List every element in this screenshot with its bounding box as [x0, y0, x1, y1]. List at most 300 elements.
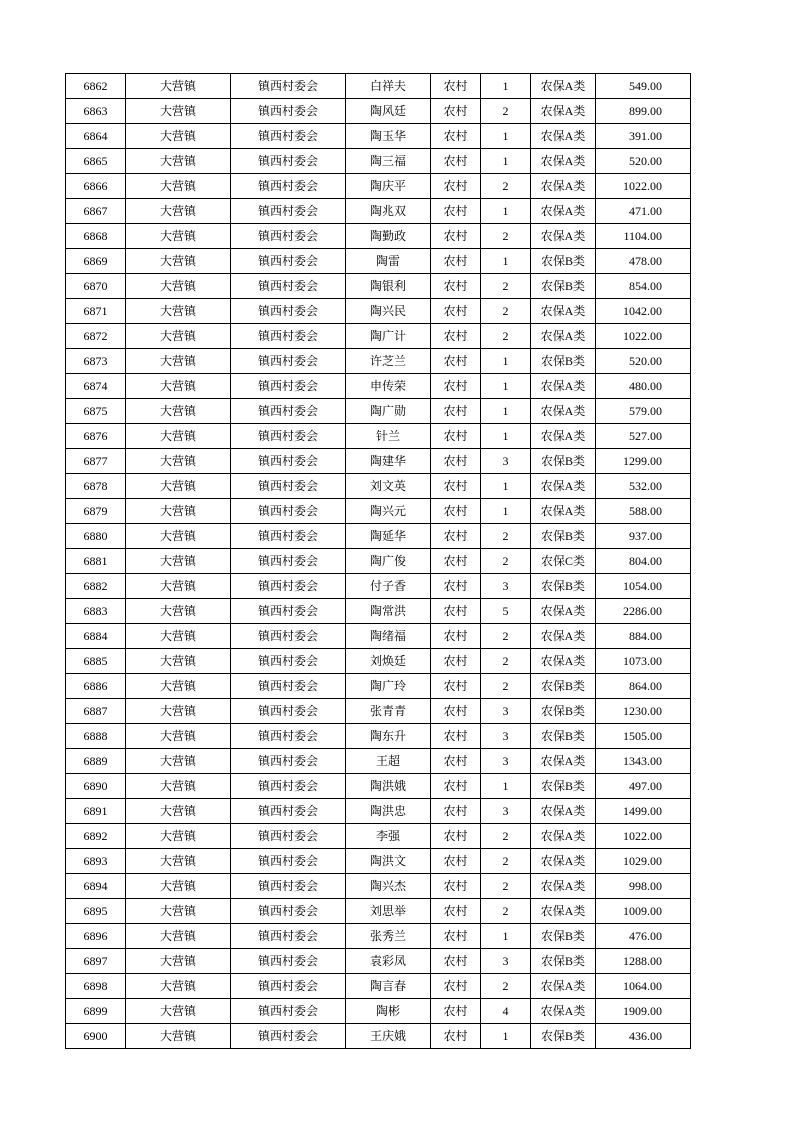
- cell-residence: 农村: [431, 749, 481, 774]
- cell-insurance-type: 农保A类: [531, 424, 596, 449]
- cell-town: 大营镇: [126, 649, 231, 674]
- cell-town: 大营镇: [126, 799, 231, 824]
- cell-insurance-type: 农保A类: [531, 299, 596, 324]
- cell-village: 镇西村委会: [231, 199, 346, 224]
- table-row: [66, 74, 691, 99]
- cell-headcount: 1: [481, 924, 531, 949]
- cell-person-name: 张青青: [346, 699, 431, 724]
- table-row: [66, 624, 691, 649]
- cell-headcount: 3: [481, 949, 531, 974]
- cell-person-name: 许芝兰: [346, 349, 431, 374]
- cell-headcount: 2: [481, 849, 531, 874]
- cell-serial: 6871: [66, 299, 126, 324]
- cell-village: 镇西村委会: [231, 799, 346, 824]
- cell-village: 镇西村委会: [231, 324, 346, 349]
- cell-serial: 6877: [66, 449, 126, 474]
- table-row: [66, 174, 691, 199]
- cell-village: 镇西村委会: [231, 999, 346, 1024]
- cell-headcount: 1: [481, 374, 531, 399]
- cell-amount: 527.00: [596, 424, 691, 449]
- cell-insurance-type: 农保B类: [531, 249, 596, 274]
- cell-insurance-type: 农保A类: [531, 99, 596, 124]
- cell-serial: 6886: [66, 674, 126, 699]
- cell-town: 大营镇: [126, 574, 231, 599]
- cell-residence: 农村: [431, 624, 481, 649]
- cell-village: 镇西村委会: [231, 599, 346, 624]
- cell-village: 镇西村委会: [231, 124, 346, 149]
- table-row: [66, 774, 691, 799]
- cell-person-name: 陶兴元: [346, 499, 431, 524]
- cell-village: 镇西村委会: [231, 749, 346, 774]
- cell-person-name: 陶建华: [346, 449, 431, 474]
- cell-insurance-type: 农保A类: [531, 474, 596, 499]
- cell-headcount: 2: [481, 624, 531, 649]
- cell-town: 大营镇: [126, 249, 231, 274]
- table-row: [66, 299, 691, 324]
- cell-residence: 农村: [431, 299, 481, 324]
- cell-headcount: 2: [481, 824, 531, 849]
- cell-serial: 6872: [66, 324, 126, 349]
- cell-headcount: 4: [481, 999, 531, 1024]
- cell-insurance-type: 农保A类: [531, 899, 596, 924]
- cell-serial: 6867: [66, 199, 126, 224]
- cell-amount: 899.00: [596, 99, 691, 124]
- cell-town: 大营镇: [126, 199, 231, 224]
- cell-amount: 854.00: [596, 274, 691, 299]
- cell-amount: 579.00: [596, 399, 691, 424]
- cell-serial: 6890: [66, 774, 126, 799]
- cell-village: 镇西村委会: [231, 399, 346, 424]
- cell-town: 大营镇: [126, 399, 231, 424]
- cell-insurance-type: 农保A类: [531, 824, 596, 849]
- cell-insurance-type: 农保A类: [531, 749, 596, 774]
- cell-person-name: 陶洪文: [346, 849, 431, 874]
- cell-person-name: 申传荣: [346, 374, 431, 399]
- cell-amount: 497.00: [596, 774, 691, 799]
- cell-serial: 6884: [66, 624, 126, 649]
- cell-insurance-type: 农保A类: [531, 499, 596, 524]
- table-row: [66, 324, 691, 349]
- cell-amount: 588.00: [596, 499, 691, 524]
- cell-amount: 549.00: [596, 74, 691, 99]
- cell-residence: 农村: [431, 799, 481, 824]
- cell-serial: 6881: [66, 549, 126, 574]
- cell-amount: 1009.00: [596, 899, 691, 924]
- cell-insurance-type: 农保A类: [531, 874, 596, 899]
- cell-amount: 1104.00: [596, 224, 691, 249]
- table-row: [66, 599, 691, 624]
- cell-insurance-type: 农保C类: [531, 549, 596, 574]
- table-row: [66, 1024, 691, 1049]
- cell-town: 大营镇: [126, 374, 231, 399]
- cell-residence: 农村: [431, 1024, 481, 1049]
- cell-serial: 6900: [66, 1024, 126, 1049]
- table-row: [66, 674, 691, 699]
- cell-serial: 6869: [66, 249, 126, 274]
- cell-headcount: 3: [481, 699, 531, 724]
- cell-person-name: 陶彬: [346, 999, 431, 1024]
- cell-headcount: 2: [481, 174, 531, 199]
- cell-insurance-type: 农保A类: [531, 324, 596, 349]
- cell-residence: 农村: [431, 574, 481, 599]
- cell-amount: 391.00: [596, 124, 691, 149]
- cell-residence: 农村: [431, 849, 481, 874]
- cell-headcount: 1: [481, 124, 531, 149]
- cell-headcount: 3: [481, 724, 531, 749]
- cell-headcount: 2: [481, 299, 531, 324]
- cell-amount: 1064.00: [596, 974, 691, 999]
- cell-village: 镇西村委会: [231, 224, 346, 249]
- cell-serial: 6894: [66, 874, 126, 899]
- cell-serial: 6889: [66, 749, 126, 774]
- cell-headcount: 2: [481, 549, 531, 574]
- cell-headcount: 1: [481, 149, 531, 174]
- table-row: [66, 849, 691, 874]
- cell-person-name: 陶绪福: [346, 624, 431, 649]
- cell-headcount: 2: [481, 99, 531, 124]
- cell-town: 大营镇: [126, 949, 231, 974]
- cell-village: 镇西村委会: [231, 74, 346, 99]
- cell-person-name: 袁彩凤: [346, 949, 431, 974]
- cell-village: 镇西村委会: [231, 449, 346, 474]
- cell-person-name: 王庆娥: [346, 1024, 431, 1049]
- cell-village: 镇西村委会: [231, 524, 346, 549]
- table-row: [66, 649, 691, 674]
- cell-serial: 6893: [66, 849, 126, 874]
- cell-insurance-type: 农保B类: [531, 674, 596, 699]
- cell-town: 大营镇: [126, 774, 231, 799]
- table-row: [66, 524, 691, 549]
- cell-town: 大营镇: [126, 524, 231, 549]
- cell-headcount: 3: [481, 574, 531, 599]
- cell-insurance-type: 农保B类: [531, 1024, 596, 1049]
- cell-person-name: 陶雷: [346, 249, 431, 274]
- cell-town: 大营镇: [126, 699, 231, 724]
- cell-residence: 农村: [431, 899, 481, 924]
- cell-amount: 2286.00: [596, 599, 691, 624]
- cell-residence: 农村: [431, 74, 481, 99]
- cell-person-name: 陶延华: [346, 524, 431, 549]
- cell-serial: 6895: [66, 899, 126, 924]
- cell-person-name: 陶兆双: [346, 199, 431, 224]
- cell-serial: 6878: [66, 474, 126, 499]
- cell-amount: 436.00: [596, 1024, 691, 1049]
- cell-person-name: 陶银利: [346, 274, 431, 299]
- table-row: [66, 199, 691, 224]
- cell-residence: 农村: [431, 649, 481, 674]
- cell-serial: 6887: [66, 699, 126, 724]
- cell-village: 镇西村委会: [231, 974, 346, 999]
- table-row: [66, 399, 691, 424]
- cell-town: 大营镇: [126, 599, 231, 624]
- cell-insurance-type: 农保A类: [531, 149, 596, 174]
- cell-amount: 1909.00: [596, 999, 691, 1024]
- cell-town: 大营镇: [126, 224, 231, 249]
- cell-serial: 6879: [66, 499, 126, 524]
- cell-person-name: 陶广俊: [346, 549, 431, 574]
- cell-insurance-type: 农保A类: [531, 399, 596, 424]
- cell-headcount: 1: [481, 774, 531, 799]
- cell-village: 镇西村委会: [231, 249, 346, 274]
- table-row: [66, 899, 691, 924]
- cell-village: 镇西村委会: [231, 499, 346, 524]
- cell-insurance-type: 农保B类: [531, 724, 596, 749]
- cell-headcount: 3: [481, 749, 531, 774]
- cell-town: 大营镇: [126, 174, 231, 199]
- cell-town: 大营镇: [126, 749, 231, 774]
- cell-person-name: 陶勤政: [346, 224, 431, 249]
- cell-insurance-type: 农保A类: [531, 849, 596, 874]
- cell-amount: 1042.00: [596, 299, 691, 324]
- cell-serial: 6899: [66, 999, 126, 1024]
- table-row: [66, 274, 691, 299]
- cell-amount: 1022.00: [596, 324, 691, 349]
- cell-town: 大营镇: [126, 824, 231, 849]
- cell-amount: 937.00: [596, 524, 691, 549]
- cell-serial: 6882: [66, 574, 126, 599]
- cell-serial: 6862: [66, 74, 126, 99]
- cell-person-name: 李强: [346, 824, 431, 849]
- cell-headcount: 3: [481, 799, 531, 824]
- cell-serial: 6870: [66, 274, 126, 299]
- cell-village: 镇西村委会: [231, 299, 346, 324]
- cell-insurance-type: 农保B类: [531, 949, 596, 974]
- cell-amount: 804.00: [596, 549, 691, 574]
- cell-insurance-type: 农保A类: [531, 999, 596, 1024]
- cell-village: 镇西村委会: [231, 849, 346, 874]
- cell-village: 镇西村委会: [231, 899, 346, 924]
- cell-insurance-type: 农保A类: [531, 74, 596, 99]
- cell-serial: 6868: [66, 224, 126, 249]
- cell-headcount: 2: [481, 274, 531, 299]
- cell-residence: 农村: [431, 399, 481, 424]
- cell-amount: 1505.00: [596, 724, 691, 749]
- cell-residence: 农村: [431, 249, 481, 274]
- table-body: [66, 74, 691, 1049]
- cell-insurance-type: 农保A类: [531, 374, 596, 399]
- cell-insurance-type: 农保A类: [531, 799, 596, 824]
- cell-residence: 农村: [431, 974, 481, 999]
- cell-town: 大营镇: [126, 549, 231, 574]
- cell-headcount: 1: [481, 499, 531, 524]
- cell-village: 镇西村委会: [231, 924, 346, 949]
- cell-residence: 农村: [431, 999, 481, 1024]
- cell-headcount: 2: [481, 649, 531, 674]
- cell-serial: 6863: [66, 99, 126, 124]
- cell-person-name: 陶言春: [346, 974, 431, 999]
- cell-serial: 6891: [66, 799, 126, 824]
- cell-village: 镇西村委会: [231, 949, 346, 974]
- cell-village: 镇西村委会: [231, 474, 346, 499]
- cell-headcount: 1: [481, 399, 531, 424]
- cell-residence: 农村: [431, 724, 481, 749]
- cell-amount: 1343.00: [596, 749, 691, 774]
- cell-serial: 6885: [66, 649, 126, 674]
- cell-residence: 农村: [431, 349, 481, 374]
- cell-village: 镇西村委会: [231, 649, 346, 674]
- cell-insurance-type: 农保A类: [531, 199, 596, 224]
- cell-town: 大营镇: [126, 849, 231, 874]
- cell-amount: 1230.00: [596, 699, 691, 724]
- cell-serial: 6865: [66, 149, 126, 174]
- cell-town: 大营镇: [126, 124, 231, 149]
- cell-amount: 1054.00: [596, 574, 691, 599]
- cell-serial: 6873: [66, 349, 126, 374]
- cell-residence: 农村: [431, 274, 481, 299]
- cell-residence: 农村: [431, 549, 481, 574]
- cell-amount: 1288.00: [596, 949, 691, 974]
- cell-headcount: 2: [481, 324, 531, 349]
- cell-residence: 农村: [431, 674, 481, 699]
- table-row: [66, 149, 691, 174]
- cell-village: 镇西村委会: [231, 149, 346, 174]
- cell-headcount: 1: [481, 199, 531, 224]
- cell-residence: 农村: [431, 524, 481, 549]
- cell-headcount: 1: [481, 74, 531, 99]
- cell-town: 大营镇: [126, 149, 231, 174]
- table-row: [66, 874, 691, 899]
- cell-village: 镇西村委会: [231, 774, 346, 799]
- cell-amount: 476.00: [596, 924, 691, 949]
- cell-village: 镇西村委会: [231, 624, 346, 649]
- cell-village: 镇西村委会: [231, 874, 346, 899]
- cell-serial: 6880: [66, 524, 126, 549]
- table-row: [66, 574, 691, 599]
- cell-town: 大营镇: [126, 974, 231, 999]
- cell-insurance-type: 农保A类: [531, 974, 596, 999]
- cell-insurance-type: 农保A类: [531, 599, 596, 624]
- cell-person-name: 陶广勋: [346, 399, 431, 424]
- cell-village: 镇西村委会: [231, 549, 346, 574]
- cell-town: 大营镇: [126, 474, 231, 499]
- cell-headcount: 3: [481, 449, 531, 474]
- cell-insurance-type: 农保A类: [531, 174, 596, 199]
- cell-village: 镇西村委会: [231, 824, 346, 849]
- table-row: [66, 99, 691, 124]
- cell-headcount: 2: [481, 524, 531, 549]
- cell-headcount: 2: [481, 899, 531, 924]
- cell-serial: 6864: [66, 124, 126, 149]
- cell-residence: 农村: [431, 199, 481, 224]
- cell-amount: 1022.00: [596, 824, 691, 849]
- cell-serial: 6892: [66, 824, 126, 849]
- cell-person-name: 陶洪娥: [346, 774, 431, 799]
- cell-person-name: 陶庆平: [346, 174, 431, 199]
- cell-person-name: 白祥夫: [346, 74, 431, 99]
- cell-serial: 6888: [66, 724, 126, 749]
- cell-headcount: 2: [481, 674, 531, 699]
- cell-person-name: 张秀兰: [346, 924, 431, 949]
- cell-town: 大营镇: [126, 74, 231, 99]
- cell-person-name: 陶常洪: [346, 599, 431, 624]
- cell-residence: 农村: [431, 224, 481, 249]
- cell-person-name: 陶东升: [346, 724, 431, 749]
- cell-amount: 1029.00: [596, 849, 691, 874]
- table-row: [66, 224, 691, 249]
- cell-amount: 520.00: [596, 149, 691, 174]
- cell-person-name: 陶兴民: [346, 299, 431, 324]
- cell-village: 镇西村委会: [231, 99, 346, 124]
- cell-amount: 478.00: [596, 249, 691, 274]
- cell-residence: 农村: [431, 124, 481, 149]
- table-row: [66, 374, 691, 399]
- cell-residence: 农村: [431, 174, 481, 199]
- cell-town: 大营镇: [126, 349, 231, 374]
- cell-residence: 农村: [431, 824, 481, 849]
- cell-village: 镇西村委会: [231, 374, 346, 399]
- cell-town: 大营镇: [126, 624, 231, 649]
- cell-headcount: 1: [481, 424, 531, 449]
- cell-person-name: 陶风廷: [346, 99, 431, 124]
- cell-amount: 1499.00: [596, 799, 691, 824]
- cell-person-name: 针兰: [346, 424, 431, 449]
- table-row: [66, 124, 691, 149]
- cell-person-name: 陶三福: [346, 149, 431, 174]
- cell-headcount: 1: [481, 474, 531, 499]
- cell-amount: 1022.00: [596, 174, 691, 199]
- cell-town: 大营镇: [126, 674, 231, 699]
- cell-person-name: 陶兴杰: [346, 874, 431, 899]
- cell-town: 大营镇: [126, 324, 231, 349]
- cell-insurance-type: 农保B类: [531, 574, 596, 599]
- table-row: [66, 724, 691, 749]
- cell-insurance-type: 农保A类: [531, 649, 596, 674]
- table-row: [66, 799, 691, 824]
- cell-village: 镇西村委会: [231, 724, 346, 749]
- cell-town: 大营镇: [126, 924, 231, 949]
- cell-amount: 864.00: [596, 674, 691, 699]
- cell-village: 镇西村委会: [231, 574, 346, 599]
- table-row: [66, 999, 691, 1024]
- cell-headcount: 1: [481, 1024, 531, 1049]
- cell-insurance-type: 农保B类: [531, 349, 596, 374]
- cell-person-name: 陶洪忠: [346, 799, 431, 824]
- cell-person-name: 刘焕廷: [346, 649, 431, 674]
- cell-residence: 农村: [431, 149, 481, 174]
- cell-amount: 998.00: [596, 874, 691, 899]
- cell-serial: 6866: [66, 174, 126, 199]
- cell-town: 大营镇: [126, 299, 231, 324]
- cell-headcount: 2: [481, 874, 531, 899]
- cell-residence: 农村: [431, 874, 481, 899]
- table-row: [66, 924, 691, 949]
- cell-residence: 农村: [431, 499, 481, 524]
- cell-residence: 农村: [431, 449, 481, 474]
- cell-insurance-type: 农保B类: [531, 274, 596, 299]
- cell-amount: 1073.00: [596, 649, 691, 674]
- table-row: [66, 449, 691, 474]
- cell-residence: 农村: [431, 424, 481, 449]
- cell-town: 大营镇: [126, 499, 231, 524]
- cell-insurance-type: 农保B类: [531, 524, 596, 549]
- cell-headcount: 1: [481, 249, 531, 274]
- cell-amount: 480.00: [596, 374, 691, 399]
- cell-residence: 农村: [431, 474, 481, 499]
- cell-serial: 6897: [66, 949, 126, 974]
- cell-serial: 6896: [66, 924, 126, 949]
- table-row: [66, 249, 691, 274]
- cell-person-name: 陶广玲: [346, 674, 431, 699]
- cell-town: 大营镇: [126, 424, 231, 449]
- cell-person-name: 王超: [346, 749, 431, 774]
- table-row: [66, 749, 691, 774]
- benefits-table: [65, 73, 691, 1049]
- cell-town: 大营镇: [126, 899, 231, 924]
- table-row: [66, 824, 691, 849]
- table-row: [66, 949, 691, 974]
- cell-insurance-type: 农保A类: [531, 224, 596, 249]
- cell-residence: 农村: [431, 324, 481, 349]
